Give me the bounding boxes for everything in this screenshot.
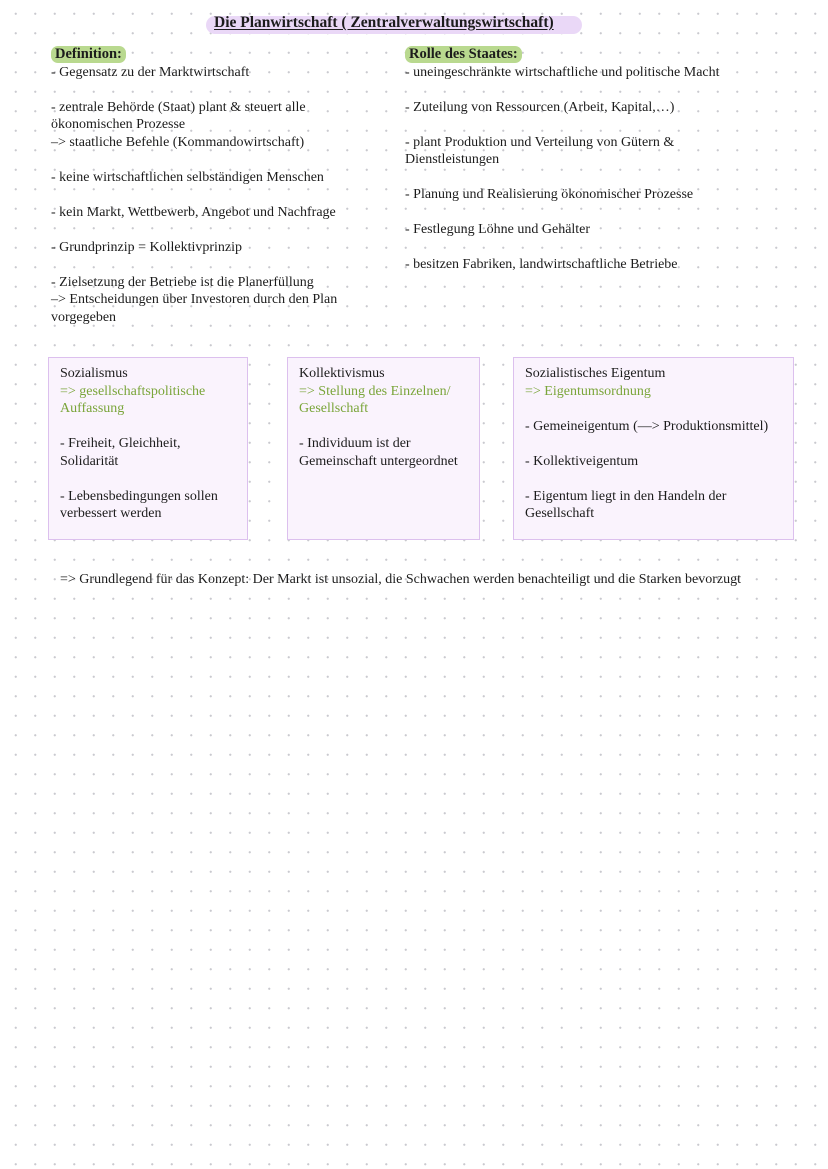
line-gap: [299, 418, 468, 436]
text-line: - uneingeschränkte wirtschaftliche und politische Macht: [405, 64, 720, 80]
text-line: - zentrale Behörde (Staat) plant & steuert alle: [51, 99, 306, 115]
text-line: - Gegensatz zu der Marktwirtschaft: [51, 64, 250, 80]
line-gap: [525, 470, 791, 488]
text-line: - Festlegung Löhne und Gehälter: [405, 222, 591, 237]
line-gap: [405, 204, 785, 222]
text-line: - Zielsetzung der Betriebe ist die Planerfüllung: [51, 274, 314, 290]
text-line: - Lebensbedingungen sollen: [60, 488, 218, 504]
box-body: [60, 418, 236, 523]
line-gap: [51, 81, 381, 99]
definition-section: [51, 46, 381, 326]
box-kollektivismus: [287, 357, 480, 540]
text-line: - keine wirtschaftlichen selbständigen Menschen: [51, 169, 324, 185]
text-line: verbessert werden: [60, 506, 162, 521]
text-line: - besitzen Fabriken, landwirtschaftliche Betriebe: [405, 257, 678, 272]
rolle-lines: [405, 64, 785, 274]
text-line: - Gemeineigentum (—> Produktionsmittel): [525, 418, 769, 434]
line-gap: [60, 418, 236, 436]
text-line: Gemeinschaft untergeordnet: [299, 453, 458, 469]
text-line: –> Entscheidungen über Investoren durch den Plan: [51, 292, 338, 307]
text-line: ökonomischen Prozesse: [51, 117, 186, 132]
line-gap: [51, 221, 381, 239]
rolle-heading: Rolle des Staates:: [405, 46, 522, 63]
text-line: - Zuteilung von Ressourcen (Arbeit, Kapital,…): [405, 99, 675, 115]
line-gap: [51, 256, 381, 274]
line-gap: [51, 151, 381, 169]
footer-conclusion: => Grundlegend für das Konzept: Der Markt ist unsozial, die Schwachen werden benachteiligt und die Starken bevorzugt: [60, 572, 741, 587]
text-line: Gesellschaft: [299, 401, 369, 416]
box-subtitle: [299, 383, 468, 418]
text-line: => gesellschaftspolitische: [60, 383, 206, 399]
box-body: [525, 400, 791, 523]
line-gap: [405, 169, 785, 187]
text-line: - Grundprinzip = Kollektivprinzip: [51, 239, 243, 255]
box-subtitle: [525, 383, 791, 401]
text-line: –> staatliche Befehle (Kommandowirtschaft): [51, 134, 305, 150]
line-gap: [405, 239, 785, 257]
line-gap: [60, 470, 236, 488]
box-subtitle: [60, 383, 236, 418]
box-sozialistisches-eigentum: [513, 357, 794, 540]
text-line: - Individuum ist der: [299, 436, 411, 451]
box-title: Sozialismus: [60, 366, 128, 381]
text-line: => Eigentumsordnung: [525, 383, 651, 399]
box-title: Kollektivismus: [299, 366, 385, 381]
text-line: - plant Produktion und Verteilung von Gütern &: [405, 134, 675, 150]
definition-lines: [51, 64, 381, 327]
text-line: Solidarität: [60, 453, 119, 469]
rolle-section: [405, 46, 785, 274]
text-line: - kein Markt, Wettbewerb, Angebot und Nachfrage: [51, 204, 336, 220]
text-line: - Eigentum liegt in den Handeln der: [525, 488, 727, 504]
line-gap: [405, 81, 785, 99]
line-gap: [51, 186, 381, 204]
text-line: vorgegeben: [51, 309, 117, 325]
text-line: Dienstleistungen: [405, 152, 500, 167]
text-line: Auffassung: [60, 401, 125, 416]
text-line: Gesellschaft: [525, 506, 595, 521]
text-line: - Kollektiveigentum: [525, 453, 639, 469]
box-sozialismus: [48, 357, 248, 540]
line-gap: [405, 116, 785, 134]
text-line: - Planung und Realisierung ökonomischer Prozesse: [405, 187, 694, 202]
box-title: Sozialistisches Eigentum: [525, 366, 666, 381]
text-line: - Freiheit, Gleichheit,: [60, 436, 181, 451]
page-title-text: Die Planwirtschaft ( Zentralverwaltungswirtschaft): [214, 14, 554, 31]
definition-heading: Definition:: [51, 46, 126, 63]
box-body: [299, 418, 468, 471]
line-gap: [525, 400, 791, 418]
line-gap: [525, 435, 791, 453]
text-line: => Stellung des Einzelnen/: [299, 383, 451, 399]
page-title: [214, 14, 554, 32]
